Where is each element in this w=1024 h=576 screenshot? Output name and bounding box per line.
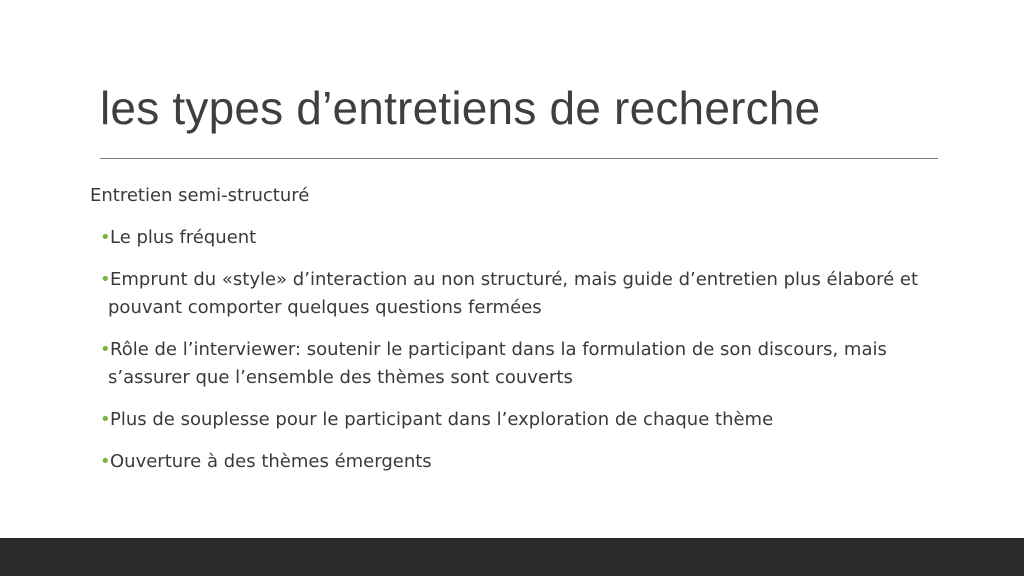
bullet-icon: • (100, 227, 111, 248)
bullet-item (90, 448, 940, 476)
bullet-item (90, 224, 940, 252)
bullet-icon: • (100, 409, 111, 430)
bullet-text: Le plus fréquent (110, 227, 257, 248)
slide-body (90, 182, 940, 490)
bullet-text: Rôle de l’interviewer: soutenir le participant dans la formulation de son discours, mais s’assurer que l’ensemble des thèmes sont couverts (108, 339, 887, 388)
title-divider (100, 158, 938, 159)
bullet-item (90, 336, 940, 392)
bullet-text: Emprunt du «style» d’interaction au non structuré, mais guide d’entretien plus élaboré et pouvant comporter quelques questions fermées (108, 269, 919, 318)
footer-bar (0, 538, 1024, 576)
bullet-icon: • (100, 451, 111, 472)
bullet-text: Plus de souplesse pour le participant dans l’exploration de chaque thème (110, 409, 774, 430)
bullet-list (90, 224, 940, 476)
bullet-text: Ouverture à des thèmes émergents (110, 451, 432, 472)
slide-title: les types d’entretiens de recherche (100, 82, 821, 134)
bullet-item (90, 406, 940, 434)
subheading: Entretien semi-structuré (90, 185, 310, 206)
bullet-icon: • (100, 269, 111, 290)
bullet-item (90, 266, 940, 322)
bullet-icon: • (100, 339, 111, 360)
